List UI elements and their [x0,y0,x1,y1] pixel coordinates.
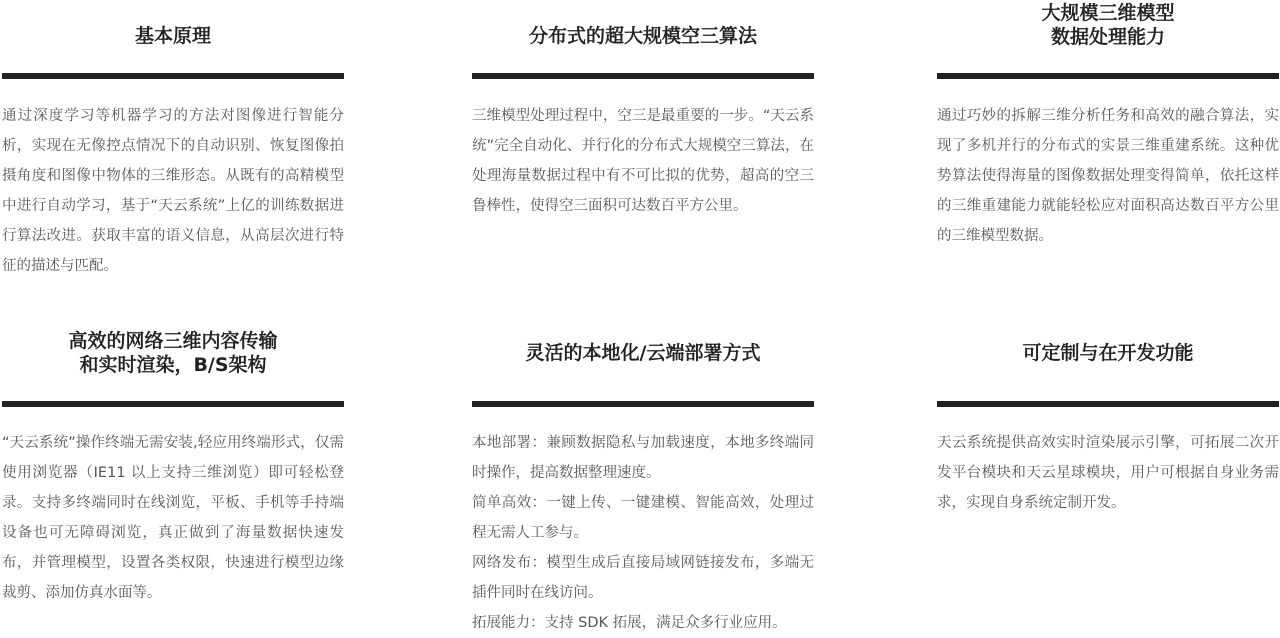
feature-title: 灵活的本地化/云端部署方式 [525,342,761,364]
feature-divider [472,73,814,79]
feature-description: 通过深度学习等机器学习的方法对图像进行智能分析，实现在无像控点情况下的自动识别、恢复图像拍摄角度和图像中物体的三维形态。从既有的高精模型中进行自动学习，基于“天云系统”上亿的训练数据进行算法改进。获取丰富的语义信息，从高层次进行特征的描述与匹配。 [2,108,344,274]
feature-divider [472,401,814,407]
feature-title: 高效的网络三维内容传输 和实时渲染，B/S架构 [68,330,278,376]
feature-description: 本地部署：兼顾数据隐私与加载速度，本地多终端同时操作，提高数据整理速度。 简单高效：一键上传、一键建模、智能高效，处理过程无需人工参与。 网络发布：模型生成后直接局域网链接发布，多端无插件同时在线访问。 拓展能力：支持 SDK 拓展，满足众多行业应用。 [472,435,814,631]
feature-title: 可定制与在开发功能 [1022,342,1194,364]
feature-divider [937,73,1279,79]
feature-divider [937,401,1279,407]
feature-divider [2,401,344,407]
feature-description: 通过巧妙的拆解三维分析任务和高效的融合算法，实现了多机并行的分布式的实景三维重建系统。这种优势算法使得海量的图像数据处理变得简单，依托这样的三维重建能力就能轻松应对面积高达数百平方公里的三维模型数据。 [937,108,1279,244]
feature-description: 天云系统提供高效实时渲染展示引擎，可拓展二次开发平台模块和天云星球模块，用户可根据自身业务需求，实现自身系统定制开发。 [937,435,1279,511]
feature-description: “天云系统”操作终端无需安装,轻应用终端形式，仅需使用浏览器（IE11 以上支持三维浏览）即可轻松登录。支持多终端同时在线浏览，平板、手机等手持端设备也可无障碍浏览，真正做到了海量数据快速发布，并管理模型，设置各类权限，快速进行模型边缘裁剪、添加仿真水面等。 [2,435,344,601]
feature-divider [2,73,344,79]
feature-title: 分布式的超大规模空三算法 [528,25,757,47]
feature-title: 基本原理 [134,25,211,47]
feature-description: 三维模型处理过程中，空三是最重要的一步。“天云系统”完全自动化、并行化的分布式大规模空三算法，在处理海量数据过程中有不可比拟的优势，超高的空三鲁棒性，使得空三面积可达数百平方公里。 [472,108,814,214]
feature-title: 大规模三维模型 数据处理能力 [1041,2,1175,48]
